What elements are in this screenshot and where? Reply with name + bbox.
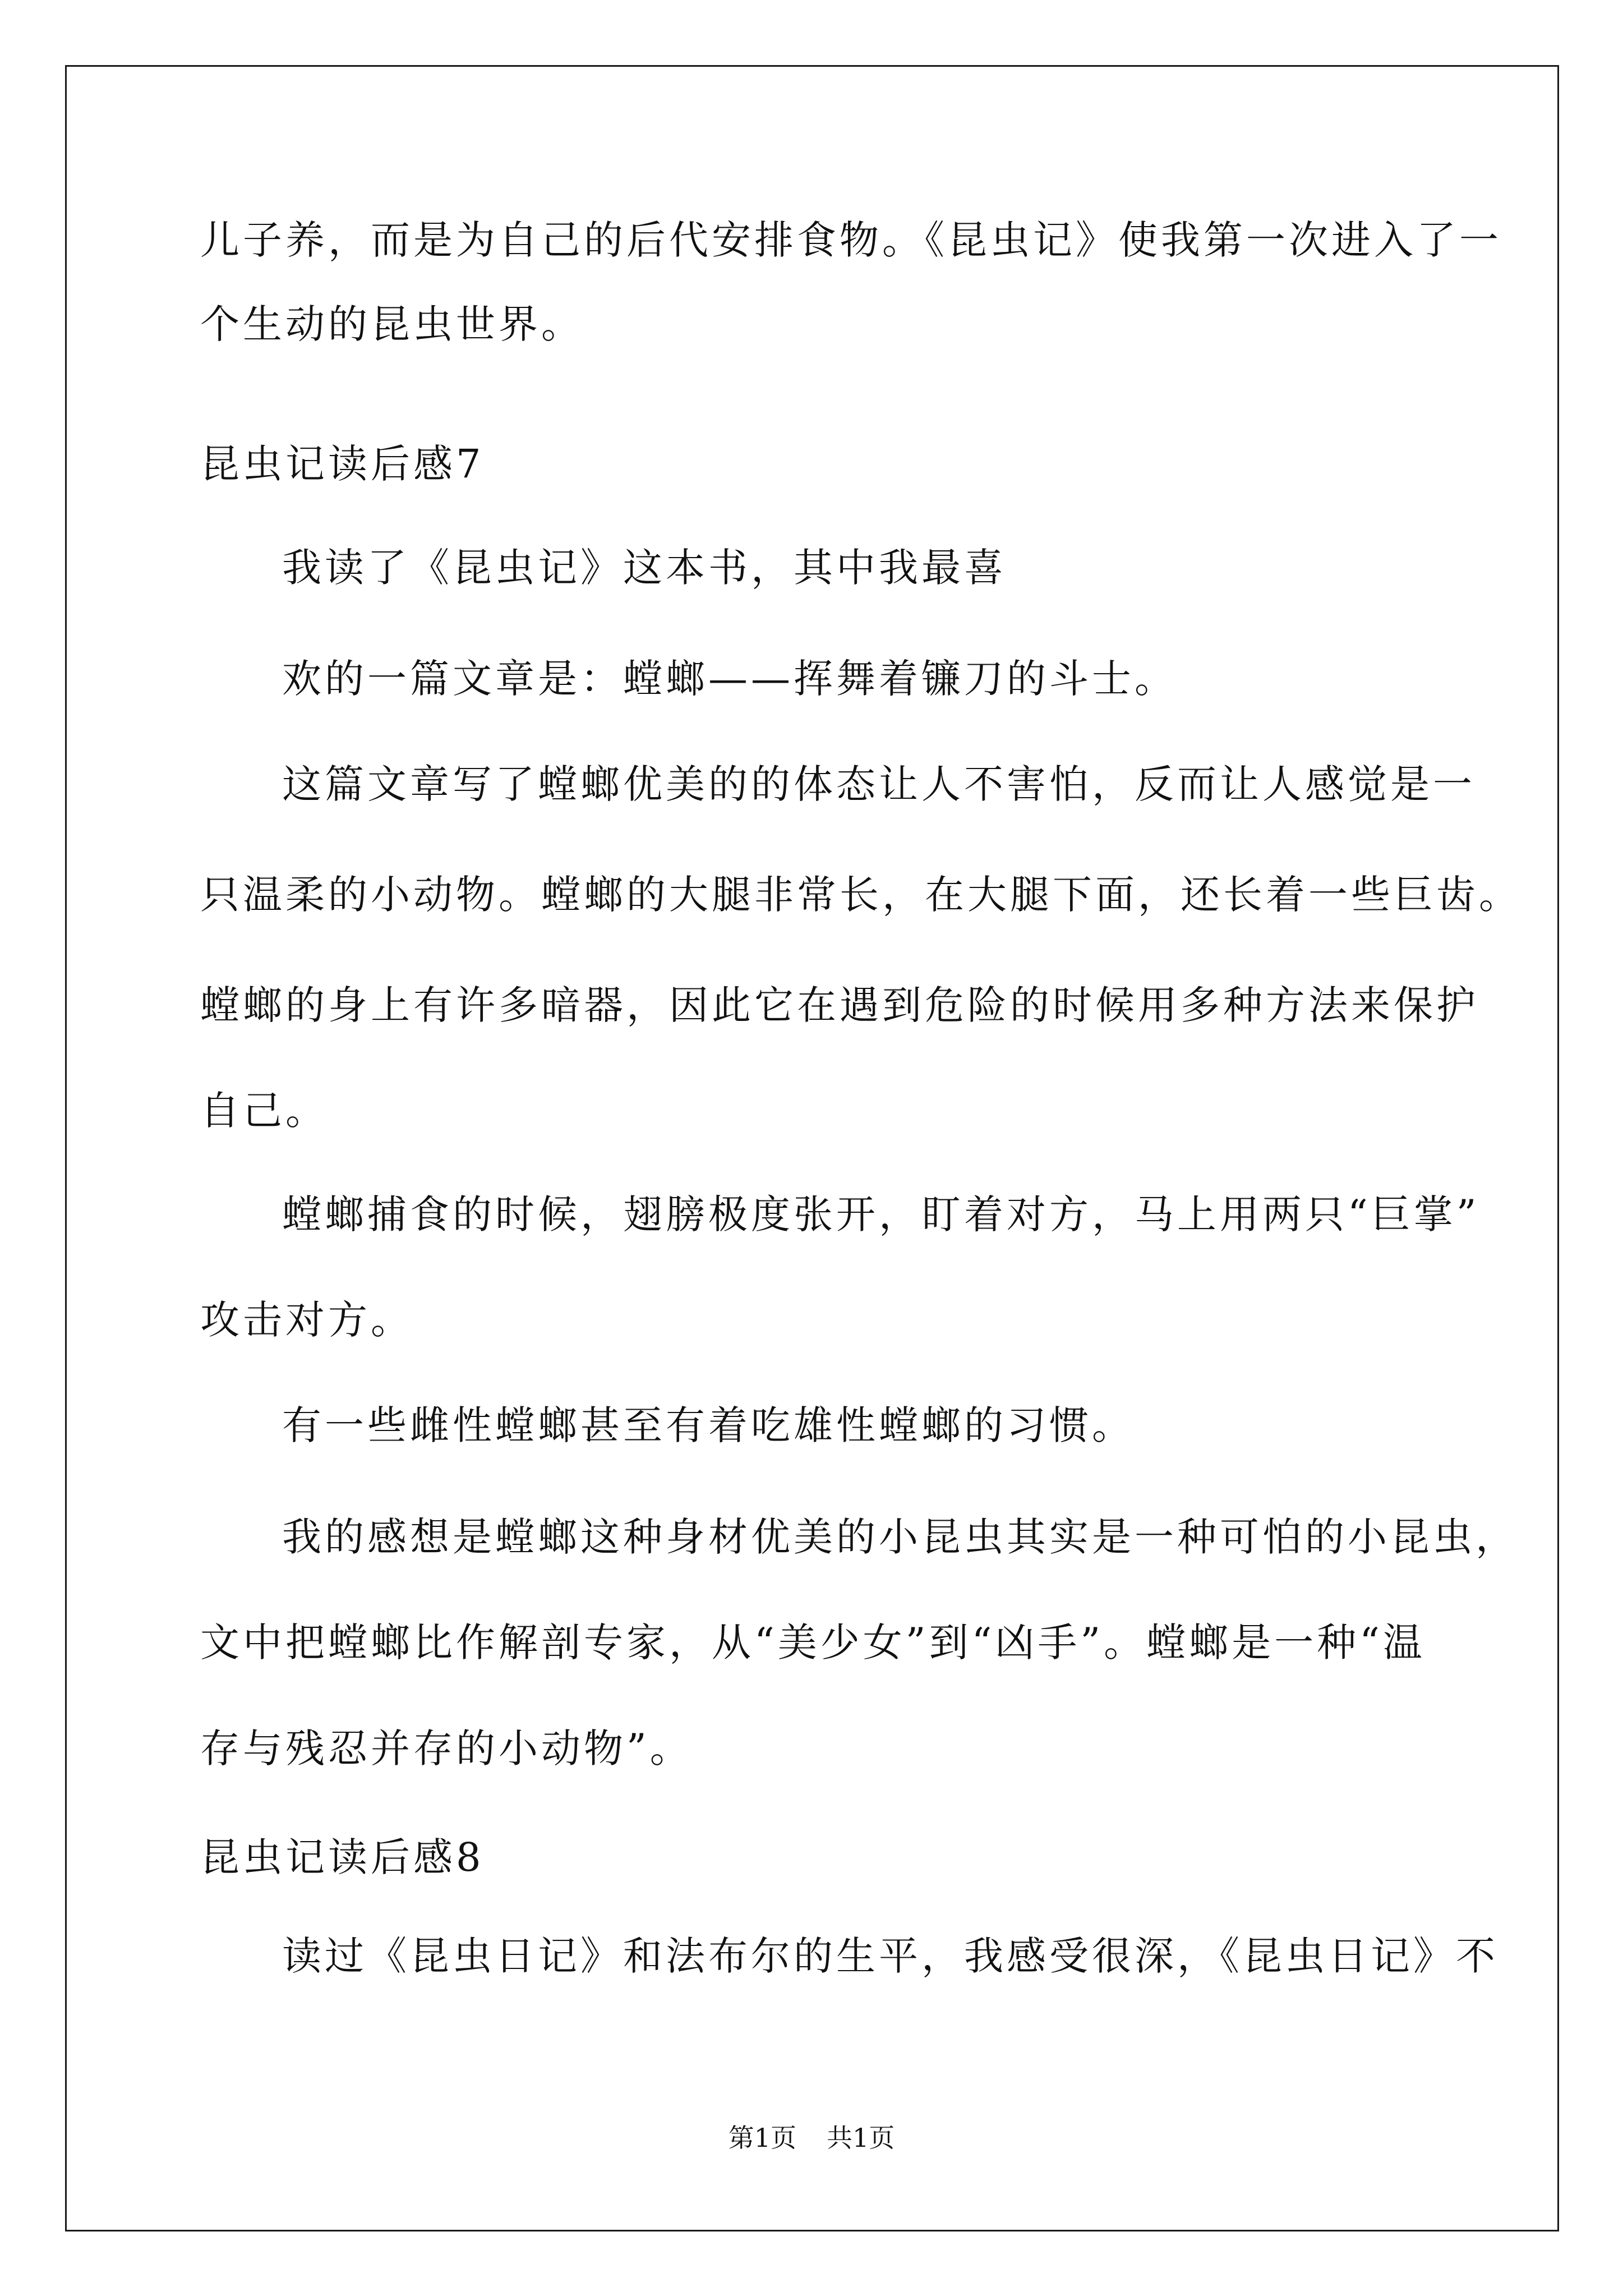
page-footer	[0, 2125, 1623, 2151]
section-heading: 昆虫记读后感7	[200, 441, 485, 487]
page-total: 共1页	[827, 2123, 895, 2153]
text-line: 个生动的昆虫世界。	[200, 301, 584, 347]
page-number: 第1页	[728, 2123, 796, 2153]
page-border	[65, 65, 1559, 2231]
text-line: 螳螂的身上有许多暗器，因此它在遇到危险的时候用多种方法来保护	[200, 982, 1479, 1028]
text-line: 螳螂捕食的时候，翅膀极度张开，盯着对方，马上用两只“巨掌”	[282, 1191, 1480, 1237]
text-line: 欢的一篇文章是：螳螂——挥舞着镰刀的斗士。	[282, 656, 1177, 702]
text-line: 存与残忍并存的小动物”。	[200, 1726, 693, 1772]
text-line: 这篇文章写了螳螂优美的的体态让人不害怕，反而让人感觉是一	[282, 761, 1476, 807]
text-line: 我读了《昆虫记》这本书，其中我最喜	[282, 545, 1007, 591]
text-line: 有一些雌性螳螂甚至有着吃雄性螳螂的习惯。	[282, 1402, 1135, 1448]
section-heading: 昆虫记读后感8	[200, 1834, 485, 1880]
text-line: 我的感想是螳螂这种身材优美的小昆虫其实是一种可怕的小昆虫，	[282, 1514, 1518, 1560]
text-line: 只温柔的小动物。螳螂的大腿非常长，在大腿下面，还长着一些巨齿。	[200, 872, 1521, 918]
text-line: 自己。	[200, 1088, 328, 1134]
text-line: 读过《昆虫日记》和法布尔的生平，我感受很深，《昆虫日记》不	[282, 1933, 1498, 1979]
text-line: 文中把螳螂比作解剖专家，从“美少女”到“凶手”。螳螂是一种“温	[200, 1619, 1426, 1665]
text-line: 儿子养，而是为自己的后代安排食物。《昆虫记》使我第一次进入了一	[200, 217, 1502, 263]
text-line: 攻击对方。	[200, 1297, 413, 1343]
